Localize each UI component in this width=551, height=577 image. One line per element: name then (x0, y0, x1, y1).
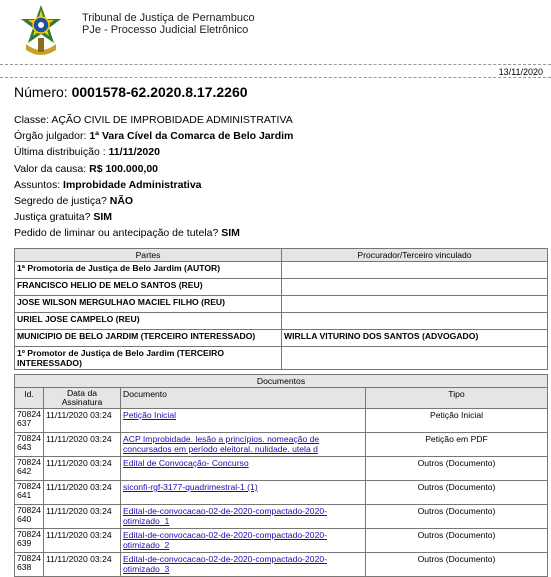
party-cell: 1ª Promotoria de Justiça de Belo Jardim (AUTOR) (15, 262, 282, 279)
party-cell: MUNICIPIO DE BELO JARDIM (TERCEIRO INTERESSADO) (15, 330, 282, 347)
document-id: 70824 640 (15, 505, 44, 529)
signature-date: 11/11/2020 03:24 (44, 481, 121, 505)
signature-date: 11/11/2020 03:24 (44, 529, 121, 553)
table-row (15, 279, 548, 296)
counsel-cell (282, 296, 548, 313)
info-valor (14, 161, 293, 177)
counsel-cell (282, 262, 548, 279)
documents-header-row (15, 388, 548, 409)
process-info (14, 112, 293, 242)
court-name: Tribunal de Justiça de Pernambuco (82, 12, 255, 24)
document-type: Outros (Documento) (366, 457, 548, 481)
party-cell: URIEL JOSE CAMPELO (REU) (15, 313, 282, 330)
info-value: R$ 100.000,00 (89, 162, 159, 175)
info-value: 11/11/2020 (108, 146, 160, 159)
document-cell (121, 505, 366, 529)
table-row (15, 409, 548, 433)
info-value: Improbidade Administrativa (63, 178, 202, 191)
info-gratuita (14, 209, 293, 225)
counsel-column-header: Procurador/Terceiro vinculado (282, 249, 548, 262)
info-label: Órgão julgador: (14, 130, 87, 143)
table-row (15, 313, 548, 330)
info-label: Valor da causa: (14, 162, 87, 175)
parties-header-row (15, 249, 548, 262)
divider (0, 77, 551, 78)
document-link[interactable]: Petição Inicial (123, 410, 177, 420)
counsel-cell (282, 279, 548, 296)
info-assuntos (14, 177, 293, 193)
info-classe (14, 112, 293, 128)
document-type: Petição em PDF (366, 433, 548, 457)
document-link[interactable]: ACP Improbidade. lesão a princípios. nomeação de concursados em período eleitoral. nulidade. utela d (123, 434, 320, 454)
info-label: Justiça gratuita? (14, 211, 91, 224)
info-value: AÇÃO CIVIL DE IMPROBIDADE ADMINISTRATIVA (51, 114, 293, 126)
table-row (15, 481, 548, 505)
document-cell (121, 481, 366, 505)
info-label: Pedido de liminar ou antecipação de tutela? (14, 227, 219, 240)
document-id: 70824 638 (15, 553, 44, 577)
document-cell (121, 457, 366, 481)
info-label: Assuntos: (14, 178, 61, 191)
party-cell: JOSE WILSON MERGULHAO MACIEL FILHO (REU) (15, 296, 282, 313)
info-value: NÃO (109, 195, 134, 208)
system-name: PJe - Processo Judicial Eletrônico (82, 24, 249, 36)
table-row (15, 553, 548, 577)
info-distribuicao (14, 144, 293, 160)
counsel-cell: WIRLLA VITURINO DOS SANTOS (ADVOGADO) (282, 330, 548, 347)
document-type: Outros (Documento) (366, 505, 548, 529)
process-number-value: 0001578-62.2020.8.17.2260 (71, 84, 248, 100)
process-number (14, 84, 248, 100)
info-orgao (14, 128, 293, 144)
signature-date: 11/11/2020 03:24 (44, 409, 121, 433)
signature-date: 11/11/2020 03:24 (44, 553, 121, 577)
document-type: Outros (Documento) (366, 529, 548, 553)
info-value: 1ª Vara Cível da Comarca de Belo Jardim (89, 130, 294, 143)
document-id: 70824 639 (15, 529, 44, 553)
organization-name (82, 12, 255, 36)
document-type: Outros (Documento) (366, 481, 548, 505)
document-id: 70824 643 (15, 433, 44, 457)
info-label: Última distribuição : (14, 146, 106, 159)
document-id: 70824 642 (15, 457, 44, 481)
print-date: 13/11/2020 (498, 67, 543, 77)
document-column-header: Documento (121, 388, 366, 409)
info-liminar (14, 225, 293, 241)
document-cell (121, 433, 366, 457)
parties-column-header: Partes (15, 249, 282, 262)
process-number-label: Número: (14, 84, 68, 100)
document-link[interactable]: Edital de Convocação- Concurso (123, 458, 249, 468)
document-link[interactable]: siconfi-rgf-3177-quadrimestral-1 (1) (123, 482, 258, 492)
info-value: SIM (221, 227, 240, 240)
documents-table (14, 374, 548, 577)
signature-date: 11/11/2020 03:24 (44, 433, 121, 457)
date-column-header: Data da Assinatura (44, 388, 121, 409)
document-type: Petição Inicial (366, 409, 548, 433)
document-link[interactable]: Edital-de-convocacao-02-de-2020-compactado-2020-otimizado_2 (123, 530, 327, 550)
signature-date: 11/11/2020 03:24 (44, 457, 121, 481)
document-link[interactable]: Edital-de-convocacao-02-de-2020-compactado-2020-otimizado_3 (123, 554, 327, 574)
table-row (15, 330, 548, 347)
party-cell: 1º Promotor de Justiça de Belo Jardim (TERCEIRO INTERESSADO) (15, 347, 282, 370)
table-row (15, 529, 548, 553)
signature-date: 11/11/2020 03:24 (44, 505, 121, 529)
document-type: Outros (Documento) (366, 553, 548, 577)
counsel-cell (282, 313, 548, 330)
coat-of-arms-icon (16, 4, 66, 60)
document-cell (121, 529, 366, 553)
id-column-header: Id. (15, 388, 44, 409)
documents-title-row (15, 375, 548, 388)
document-cell (121, 409, 366, 433)
type-column-header: Tipo (366, 388, 548, 409)
info-segredo (14, 193, 293, 209)
table-row (15, 347, 548, 370)
documents-title: Documentos (15, 375, 548, 388)
table-row (15, 262, 548, 279)
document-cell (121, 553, 366, 577)
info-label: Segredo de justiça? (14, 195, 107, 208)
party-cell: FRANCISCO HELIO DE MELO SANTOS (REU) (15, 279, 282, 296)
table-row (15, 457, 548, 481)
table-row (15, 433, 548, 457)
document-id: 70824 641 (15, 481, 44, 505)
counsel-cell (282, 347, 548, 370)
parties-table (14, 248, 548, 370)
document-link[interactable]: Edital-de-convocacao-02-de-2020-compactado-2020-otimizado_1 (123, 506, 327, 526)
page-header (0, 0, 551, 64)
info-value: SIM (93, 211, 113, 224)
divider (0, 64, 551, 65)
table-row (15, 505, 548, 529)
info-label: Classe: (14, 114, 50, 126)
table-row (15, 296, 548, 313)
document-id: 70824 637 (15, 409, 44, 433)
